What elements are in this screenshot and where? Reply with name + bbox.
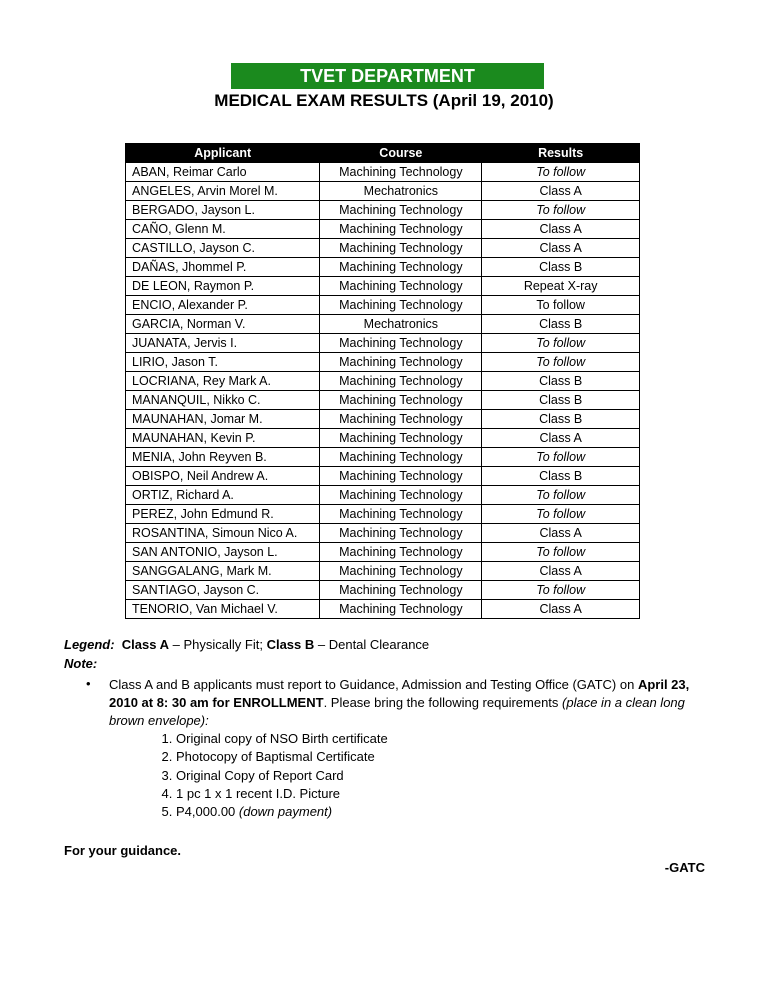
applicant-cell: SANGGALANG, Mark M. <box>126 562 320 581</box>
course-cell: Machining Technology <box>320 581 482 600</box>
result-cell: To follow <box>482 486 640 505</box>
result-cell: To follow <box>482 334 640 353</box>
course-cell: Mechatronics <box>320 182 482 201</box>
applicant-cell: MAUNAHAN, Jomar M. <box>126 410 320 429</box>
result-cell: Class B <box>482 315 640 334</box>
table-row <box>126 581 640 600</box>
table-row <box>126 353 640 372</box>
table-row <box>126 429 640 448</box>
result-cell: Class A <box>482 182 640 201</box>
table-row <box>126 220 640 239</box>
result-cell: Class B <box>482 258 640 277</box>
results-table <box>125 143 640 619</box>
signoff: -GATC <box>664 860 705 875</box>
requirement-text: Original copy of NSO Birth certificate <box>176 731 388 746</box>
applicant-cell: ENCIO, Alexander P. <box>126 296 320 315</box>
course-cell: Machining Technology <box>320 239 482 258</box>
result-cell: Class B <box>482 410 640 429</box>
document-title: MEDICAL EXAM RESULTS (April 19, 2010) <box>214 91 554 110</box>
result-cell: To follow <box>482 201 640 220</box>
course-cell: Machining Technology <box>320 486 482 505</box>
legend-class-a-desc: – Physically Fit <box>169 637 260 652</box>
table-row <box>126 562 640 581</box>
applicant-cell: BERGADO, Jayson L. <box>126 201 320 220</box>
result-cell: To follow <box>482 353 640 372</box>
course-cell: Machining Technology <box>320 562 482 581</box>
applicant-cell: CAÑO, Glenn M. <box>126 220 320 239</box>
course-cell: Machining Technology <box>320 391 482 410</box>
table-row <box>126 543 640 562</box>
result-cell: Repeat X-ray <box>482 277 640 296</box>
table-row <box>126 239 640 258</box>
course-cell: Machining Technology <box>320 600 482 619</box>
requirement-item <box>176 785 388 803</box>
column-header-applicant: Applicant <box>126 144 320 163</box>
result-cell: Class A <box>482 524 640 543</box>
enrollment-date: April 23, 2010 at 8: 30 am for ENROLLMENT <box>109 677 690 710</box>
course-cell: Machining Technology <box>320 201 482 220</box>
guidance-text: For your guidance. <box>64 843 182 858</box>
table-row <box>126 163 640 182</box>
result-cell: Class B <box>482 467 640 486</box>
course-cell: Mechatronics <box>320 315 482 334</box>
result-cell: Class B <box>482 391 640 410</box>
course-cell: Machining Technology <box>320 543 482 562</box>
course-cell: Machining Technology <box>320 467 482 486</box>
course-cell: Machining Technology <box>320 410 482 429</box>
result-cell: Class A <box>482 600 640 619</box>
table-row <box>126 277 640 296</box>
note-label: Note: <box>64 656 98 671</box>
course-cell: Machining Technology <box>320 277 482 296</box>
table-row <box>126 524 640 543</box>
result-cell: Class A <box>482 429 640 448</box>
result-cell: To follow <box>482 543 640 562</box>
applicant-cell: JUANATA, Jervis I. <box>126 334 320 353</box>
legend-class-b: Class B <box>266 637 315 652</box>
applicant-cell: MANANQUIL, Nikko C. <box>126 391 320 410</box>
table-row <box>126 391 640 410</box>
course-cell: Machining Technology <box>320 163 482 182</box>
applicant-cell: MAUNAHAN, Kevin P. <box>126 429 320 448</box>
course-cell: Machining Technology <box>320 220 482 239</box>
applicant-cell: TENORIO, Van Michael V. <box>126 600 320 619</box>
requirement-text: Photocopy of Baptismal Certificate <box>176 749 375 765</box>
applicant-cell: SANTIAGO, Jayson C. <box>126 581 320 600</box>
course-cell: Machining Technology <box>320 429 482 448</box>
applicant-cell: ORTIZ, Richard A. <box>126 486 320 505</box>
applicant-cell: LOCRIANA, Rey Mark A. <box>126 372 320 391</box>
note-text <box>109 676 709 730</box>
result-cell: To follow <box>482 505 640 524</box>
requirement-item <box>176 803 388 821</box>
legend <box>64 637 429 652</box>
note-text-part-2: . Please bring the following requirements <box>323 695 563 710</box>
legend-label: Legend: <box>64 637 115 652</box>
table-row <box>126 334 640 353</box>
applicant-cell: LIRIO, Jason T. <box>126 353 320 372</box>
table-row <box>126 410 640 429</box>
requirements-list <box>142 730 388 821</box>
table-row <box>126 448 640 467</box>
applicant-cell: ROSANTINA, Simoun Nico A. <box>126 524 320 543</box>
table-body <box>126 163 640 619</box>
legend-separator: ; <box>259 637 267 652</box>
course-cell: Machining Technology <box>320 334 482 353</box>
table-row <box>126 372 640 391</box>
table-row <box>126 258 640 277</box>
applicant-cell: GARCIA, Norman V. <box>126 315 320 334</box>
course-cell: Machining Technology <box>320 505 482 524</box>
result-cell: Class A <box>482 239 640 258</box>
requirement-item <box>176 730 388 748</box>
legend-class-b-desc: – Dental Clearance <box>314 637 430 652</box>
requirement-note: (down payment) <box>238 804 333 820</box>
bullet-icon: • <box>86 676 91 691</box>
applicant-cell: MENIA, John Reyven B. <box>126 448 320 467</box>
table-row <box>126 467 640 486</box>
result-cell: To follow <box>482 448 640 467</box>
table-row <box>126 505 640 524</box>
table-row <box>126 486 640 505</box>
envelope-instruction: (place in a clean long brown envelope): <box>109 695 685 728</box>
applicant-cell: DAÑAS, Jhommel P. <box>126 258 320 277</box>
department-banner: TVET DEPARTMENT <box>231 63 544 89</box>
applicant-cell: SAN ANTONIO, Jayson L. <box>126 543 320 562</box>
column-header-course: Course <box>320 144 482 163</box>
result-cell: To follow <box>482 296 640 315</box>
table-row <box>126 182 640 201</box>
requirement-text: 1 pc 1 x 1 recent I.D. Picture <box>176 785 341 801</box>
course-cell: Machining Technology <box>320 372 482 391</box>
course-cell: Machining Technology <box>320 524 482 543</box>
applicant-cell: ANGELES, Arvin Morel M. <box>126 182 320 201</box>
course-cell: Machining Technology <box>320 296 482 315</box>
requirement-text: P4,000.00 <box>176 804 239 820</box>
applicant-cell: DE LEON, Raymon P. <box>126 277 320 296</box>
applicant-cell: PEREZ, John Edmund R. <box>126 505 320 524</box>
course-cell: Machining Technology <box>320 448 482 467</box>
column-header-results: Results <box>482 144 640 163</box>
result-cell: Class A <box>482 220 640 239</box>
course-cell: Machining Technology <box>320 258 482 277</box>
table-row <box>126 600 640 619</box>
applicant-cell: OBISPO, Neil Andrew A. <box>126 467 320 486</box>
table-row <box>126 296 640 315</box>
requirement-text: Original Copy of Report Card <box>176 767 344 783</box>
applicant-cell: ABAN, Reimar Carlo <box>126 163 320 182</box>
table-row <box>126 315 640 334</box>
table-header-row <box>126 144 640 163</box>
result-cell: To follow <box>482 581 640 600</box>
result-cell: To follow <box>482 163 640 182</box>
legend-class-a: Class A <box>121 637 170 652</box>
requirement-item <box>176 748 388 766</box>
result-cell: Class B <box>482 372 640 391</box>
course-cell: Machining Technology <box>320 353 482 372</box>
table-row <box>126 201 640 220</box>
applicant-cell: CASTILLO, Jayson C. <box>126 239 320 258</box>
note-text-part-1: Class A and B applicants must report to Guidance, Admission and Testing Office (GATC) on <box>109 677 638 692</box>
requirement-item <box>176 767 388 785</box>
result-cell: Class A <box>482 562 640 581</box>
